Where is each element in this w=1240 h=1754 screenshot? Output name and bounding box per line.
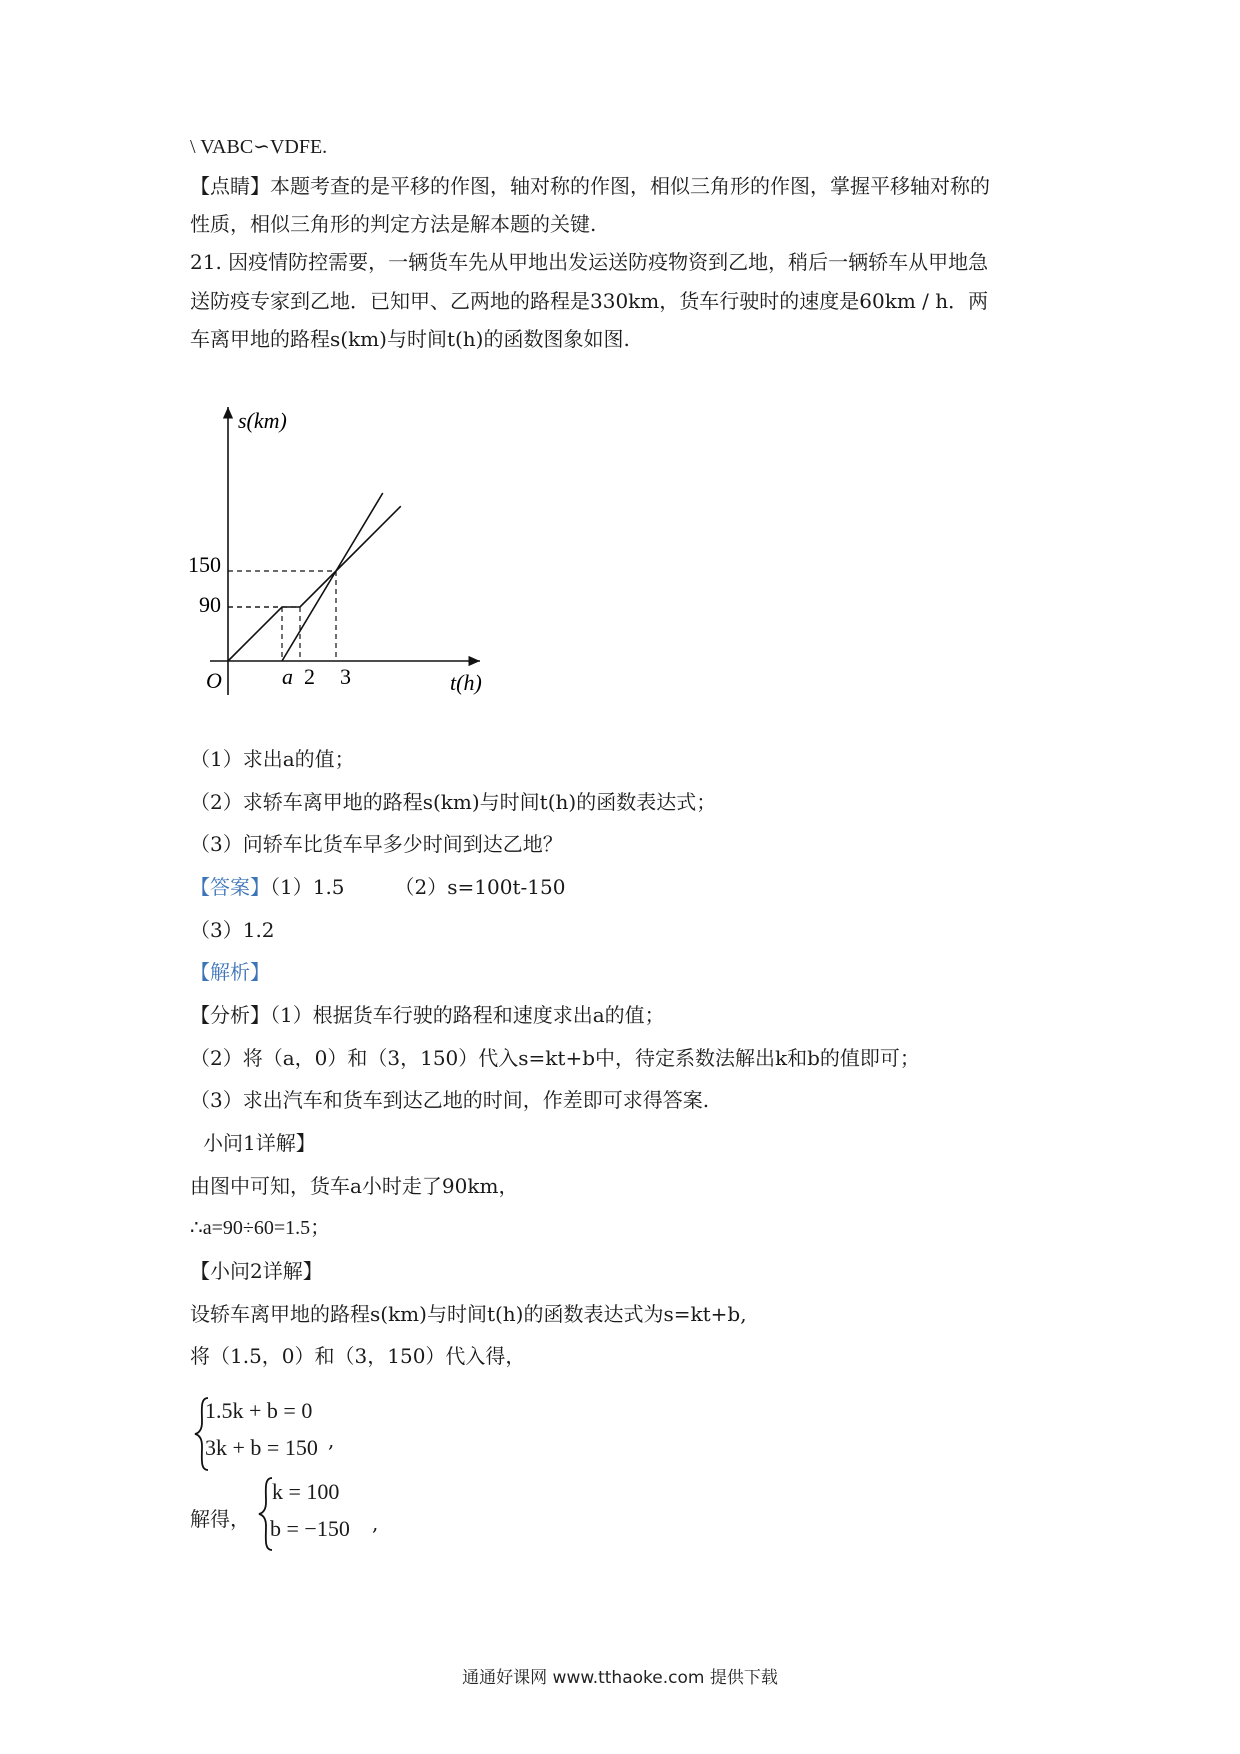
car-line [282,493,383,661]
part2-heading: 【小问2详解】 [190,1259,323,1283]
solve-label: 解得， [190,1507,250,1531]
x-axis-label: t(h) [450,670,482,695]
x-tick-label: 2 [304,664,315,689]
dianjing-line-2: 性质，相似三角形的判定方法是解本题的关键. [190,212,597,236]
sub-question-1: （1）求出a的值； [190,747,355,771]
sub-question-3: （3）问轿车比货车早多少时间到达乙地？ [190,832,563,856]
y-tick-label: 150 [188,552,221,577]
system1-equation-1: 1.5k + b = 0 [205,1398,313,1423]
part1-heading: 小问1详解】 [203,1131,316,1155]
system1-comma: , [328,1428,335,1452]
y-tick-label: 90 [199,592,221,617]
answer-line [190,873,565,901]
question-line-3: 车离甲地的路程s(km)与时间t(h)的函数图象如图. [190,327,630,351]
part1-line-1: 由图中可知，货车a小时走了90km， [190,1174,519,1198]
part1-line-2: ∴a=90÷60=1.5； [190,1217,331,1239]
question-line-2: 送防疫专家到乙地．已知甲、乙两地的路程是330km，货车行驶时的速度是60km / h．两 [190,289,989,313]
part2-line-2: 将（1.5，0）和（3，150）代入得， [190,1344,526,1368]
answer-part-2: （2）s=100t-150 [394,875,566,899]
footer-watermark: 通通好课网 www.tthaoke.com 提供下载 [462,1668,778,1688]
answer-tag: 【答案】 [190,875,270,899]
system2-comma: , [372,1511,379,1535]
sub-question-2: （2）求轿车离甲地的路程s(km)与时间t(h)的函数表达式； [190,790,717,814]
part2-line-1: 设轿车离甲地的路程s(km)与时间t(h)的函数表达式为s=kt+b, [190,1302,747,1326]
system2-equation-1: k = 100 [272,1479,340,1504]
analysis-line-1: 【分析】（1）根据货车行驶的路程和速度求出a的值； [190,1003,665,1027]
y-axis-label: s(km) [238,408,287,433]
analysis-line-3: （3）求出汽车和货车到达乙地的时间，作差即可求得答案. [190,1088,710,1112]
answer-part-1: （1）1.5 [270,875,345,899]
origin-label: O [206,668,222,693]
x-tick-label: a [282,664,293,689]
analysis-line-2: （2）将（a，0）和（3，150）代入s=kt+b中，待定系数法解出k和b的值即可； [190,1046,920,1070]
system2-equation-2: b = −150 [270,1516,350,1541]
analysis-tag: 【解析】 [190,960,270,984]
function-graph [180,395,500,705]
system1-equation-2: 3k + b = 150 [205,1435,318,1460]
x-tick-label: 3 [340,664,351,689]
dianjing-line-1: 【点睛】本题考查的是平移的作图，轴对称的作图，相似三角形的作图，掌握平移轴对称的 [190,174,990,198]
answer-part-3: （3）1.2 [190,918,275,942]
similarity-conclusion: \ VABC∽VDFE. [190,136,328,158]
question-line-1: 21. 因疫情防控需要，一辆货车先从甲地出发运送防疫物资到乙地，稍后一辆轿车从甲地急 [190,250,989,274]
truck-line [228,506,401,661]
